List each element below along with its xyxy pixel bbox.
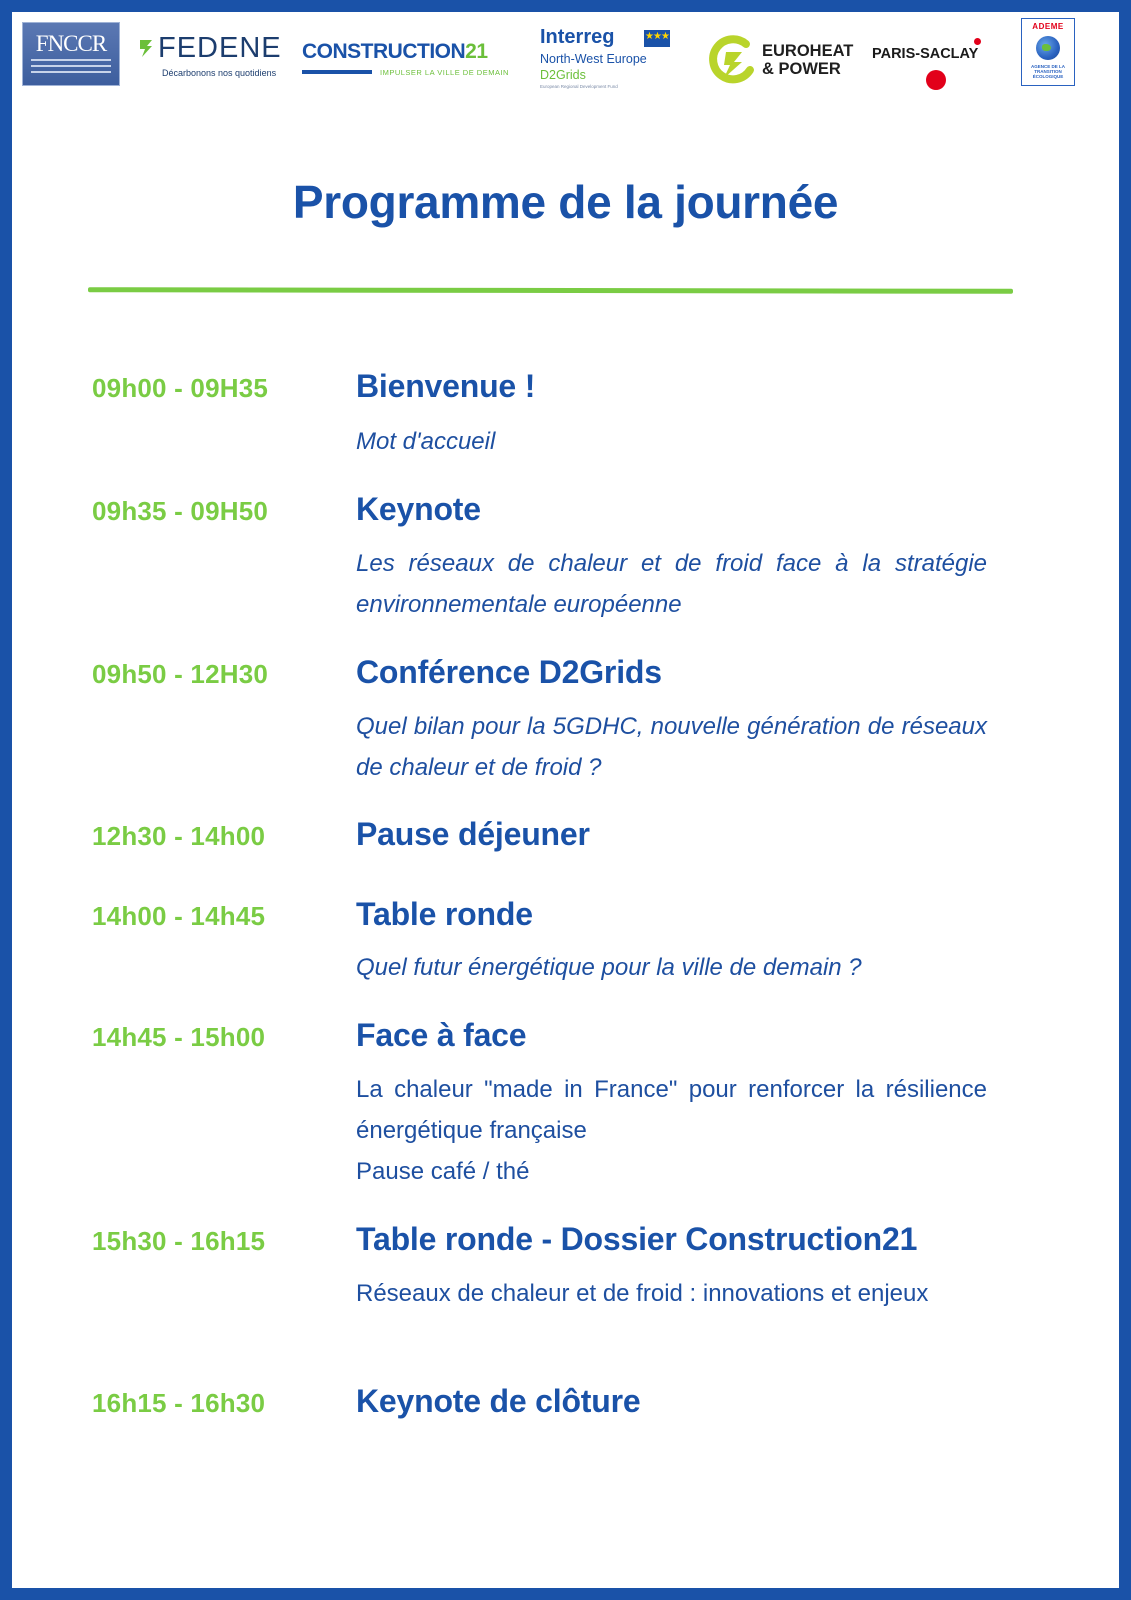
ademe-logo [1021,18,1075,86]
euroheat-line2: & POWER [762,60,841,78]
construction21-name [302,40,488,64]
session-description: Réseaux de chaleur et de froid : innovations et enjeux [356,1280,929,1307]
euroheat-name [762,42,853,78]
session-title: Keynote [356,491,481,527]
euroheat-power-logo [706,34,856,90]
leaf-bolt-icon [138,38,154,58]
session-time: 14h00 - 14h45 [92,901,266,931]
session-title: Conférence D2Grids [356,654,662,690]
session-time: 15h30 - 16h15 [92,1226,266,1256]
ademe-tagline: AGENCE DE LA TRANSITION ÉCOLOGIQUE [1030,64,1065,79]
session-description: Mot d'accueil [356,428,496,455]
session-time: 12h30 - 14h00 [92,821,266,851]
eu-flag-icon: ★★★ [644,30,670,47]
fnccr-logo-text: FNCCR [35,31,107,56]
session-time: 16h15 - 16h30 [92,1388,266,1418]
session-time: 14h45 - 15h00 [92,1022,266,1052]
fedene-logo [138,32,288,82]
session-break-note: Pause café / thé [356,1158,530,1185]
interreg-region: North-West Europe [540,52,647,66]
session-title: Keynote de clôture [356,1383,641,1419]
session-time: 09h00 - 09H35 [92,373,269,403]
saclay-small-dot [974,38,981,45]
saclay-red-dot [926,70,946,90]
session-title: Pause déjeuner [356,816,590,852]
session-title: Face à face [356,1017,527,1053]
ademe-name: ADEME [1032,22,1064,31]
title-divider [88,287,1013,294]
fedene-name: FEDENE [158,32,282,64]
session-title: Table ronde [356,896,533,932]
session-title: Bienvenue ! [356,368,536,404]
construction21-bar [302,70,372,74]
interreg-project: D2Grids [540,68,586,82]
construction21-tagline: IMPULSER LA VILLE DE DEMAIN [380,68,509,77]
session-time: 09h35 - 09H50 [92,496,269,526]
paris-saclay-name: PARIS-SACLAY [872,46,979,62]
fnccr-logo [22,22,120,86]
page-title: Programme de la journée [292,176,839,228]
euroheat-line1: EUROHEAT [762,42,854,60]
globe-icon [1036,36,1060,60]
construction21-name-num: 21 [465,40,488,63]
interreg-logo [540,26,680,90]
partner-logos [12,12,1119,112]
paris-saclay-logo [872,36,1006,92]
session-description: Les réseaux de chaleur et de froid face à la stratégie environnementale européenne [356,550,987,618]
session-title: Table ronde - Dossier Construction21 [356,1221,918,1257]
interreg-fund: European Regional Development Fund [540,84,618,89]
session-time: 09h50 - 12H30 [92,659,269,689]
construction21-logo [302,40,522,84]
interreg-name: Interreg [540,26,615,48]
session-description: La chaleur "made in France" pour renforcer la résilience énergétique française [356,1076,987,1144]
session-description: Quel bilan pour la 5GDHC, nouvelle génération de réseaux de chaleur et de froid ? [356,713,987,781]
construction21-name-main: CONSTRUCTION [302,40,466,63]
lightning-circle-icon [706,34,758,86]
session-description: Quel futur énergétique pour la ville de demain ? [356,954,862,981]
fedene-tagline: Décarbonons nos quotidiens [162,68,277,78]
